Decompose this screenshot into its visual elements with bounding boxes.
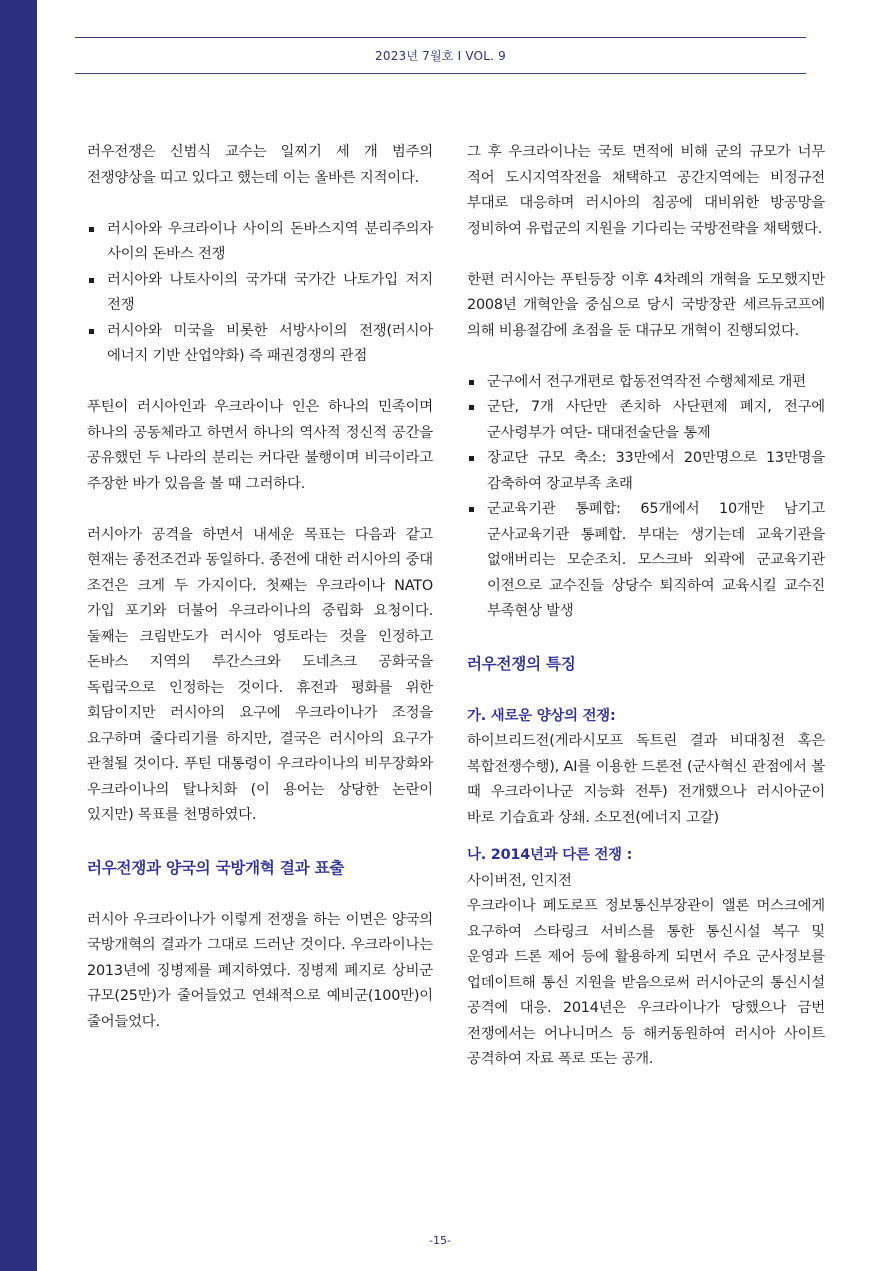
paragraph: 그 후 우크라이나는 국토 면적에 비해 군의 규모가 너무 적어 도시지역작전을 채택하고 공간지역에는 비정규전 부대로 대응하며 러시아의 침공에 대비위한 방공망을 정비하여 유럽군의 지원을 기다리는 국방전략을 채택했다. <box>467 144 825 237</box>
left-column <box>87 140 433 1035</box>
reform-list <box>467 370 825 625</box>
paragraph: 푸틴이 러시아인과 우크라이나 인은 하나의 민족이며 하나의 공동체라고 하면서 하나의 역사적 정신적 공간을 공유했던 두 나라의 분리는 커다란 불행이며 비극이라고 주장한 바가 있음을 볼 때 그러하다. <box>87 399 433 492</box>
square-bullet-icon <box>469 456 474 461</box>
side-accent-bar <box>0 0 37 1271</box>
paragraph: 사이버전, 인지전 <box>467 872 572 889</box>
issue-header: 2023년 7월호 I VOL. 9 <box>375 49 506 63</box>
list-item: 군교육기관 통폐합: 65개에서 10개만 남기고 군사교육기관 통폐합. 부대는 생기는데 교육기관을 없애버리는 모순조치. 모스크바 외곽에 군교육기관 이전으로 교수진들 상당수 퇴직하여 교육시킬 교수진 부족현상 발생 <box>467 497 825 625</box>
war-categories-list <box>87 217 433 370</box>
intro-paragraph: 러우전쟁은 신범식 교수는 일찌기 세 개 범주의 전쟁양상을 띠고 있다고 했는데 이는 올바른 지적이다. <box>87 144 433 186</box>
list-item: 장교단 규모 축소: 33만에서 20만명으로 13만명을 감축하여 장교부족 초래 <box>467 446 825 497</box>
paragraph: 러시아가 공격을 하면서 내세운 목표는 다음과 같고 현재는 종전조건과 동일하다. 종전에 대한 러시아의 중대 조건은 크게 두 가지이다. 첫째는 우크라이나 NATO 가입 포기와 더불어 우크라이나의 중립화 요청이다. 둘째는 크림반도가 러시아 영토라는 것을 인정하고 돈바스 지역의 루간스크와 도네츠크 공화국을 독립국으로 인정하는 것이다. 휴전과 평화를 위한 회담이지만 러시아의 요구에 우크라이나가 조정을 요구하며 줄다리기를 하지만, 결국은 러시아의 요구가 관철될 것이다. 푸틴 대통령이 우크라이나의 비무장화와 우크라이나의 탈나치화 (이 용어는 상당한 논란이 있지만) 목표를 천명하였다. <box>87 526 433 823</box>
right-column <box>467 140 825 1073</box>
list-item: 러시아와 우크라이나 사이의 돈바스지역 분리주의자 사이의 돈바스 전쟁 <box>87 217 433 268</box>
square-bullet-icon <box>89 329 94 334</box>
page-number: -15- <box>429 1234 451 1247</box>
list-item: 군단, 7개 사단만 존치하 사단편제 폐지, 전구에 군사령부가 여단- 대대전술단을 통제 <box>467 395 825 446</box>
list-item: 군구에서 전구개편로 합동전역작전 수행체제로 개편 <box>467 370 825 396</box>
header-top-rule <box>75 37 806 38</box>
square-bullet-icon <box>469 405 474 410</box>
paragraph: 우크라이나 페도로프 정보통신부장관이 앨론 머스크에게 요구하여 스타링크 서비스를 통한 통신시설 복구 및 운영과 드론 제어 등에 활용하게 되면서 주요 군사정보를 업데이트해 통신 지원을 받음으로써 러시아군의 통신시설 공격에 대응. 2014년은 우크라이나가 당했으나 금번 전쟁에서는 어나니머스 등 해커동원하여 러시아 사이트 공격하여 자료 폭로 또는 공개. <box>467 898 825 1067</box>
section-heading: 러우전쟁과 양국의 국방개혁 결과 표출 <box>87 859 345 877</box>
header-bottom-rule <box>75 73 806 74</box>
list-item: 러시아와 나토사이의 국가대 국가간 나토가입 저지 전쟁 <box>87 268 433 319</box>
square-bullet-icon <box>469 380 474 385</box>
square-bullet-icon <box>89 278 94 283</box>
subsection-heading: 가. 새로운 양상의 전쟁: <box>467 707 616 724</box>
subsection-heading: 나. 2014년과 다른 전쟁 : <box>467 847 633 863</box>
paragraph: 하이브리드전(게라시모프 독트린 결과 비대칭전 혹은 복합전쟁수행), AI를 이용한 드론전 (군사혁신 관점에서 볼 때 우크라이나군 지능화 전투) 전개했으나 러시아군이 바로 기습효과 상쇄. 소모전(에너지 고갈) <box>467 733 825 826</box>
section-heading: 러우전쟁의 특징 <box>467 655 576 673</box>
paragraph: 한편 러시아는 푸틴등장 이후 4차례의 개혁을 도모했지만 2008년 개혁안을 중심으로 당시 국방장관 세르듀코프에 의해 비용절감에 초점을 둔 대규모 개혁이 진행되었다. <box>467 271 825 339</box>
list-item: 러시아와 미국을 비롯한 서방사이의 전쟁(러시아 에너지 기반 산업약화) 즉 패권경쟁의 관점 <box>87 319 433 370</box>
square-bullet-icon <box>89 227 94 232</box>
square-bullet-icon <box>469 507 474 512</box>
paragraph: 러시아 우크라이나가 이렇게 전쟁을 하는 이면은 양국의 국방개혁의 결과가 그대로 드러난 것이다. 우크라이나는 2013년에 징병제를 폐지하였다. 징병제 폐지로 상비군 규모(25만)가 줄어들었고 연쇄적으로 예비군(100만)이 줄어들었다. <box>87 911 433 1030</box>
